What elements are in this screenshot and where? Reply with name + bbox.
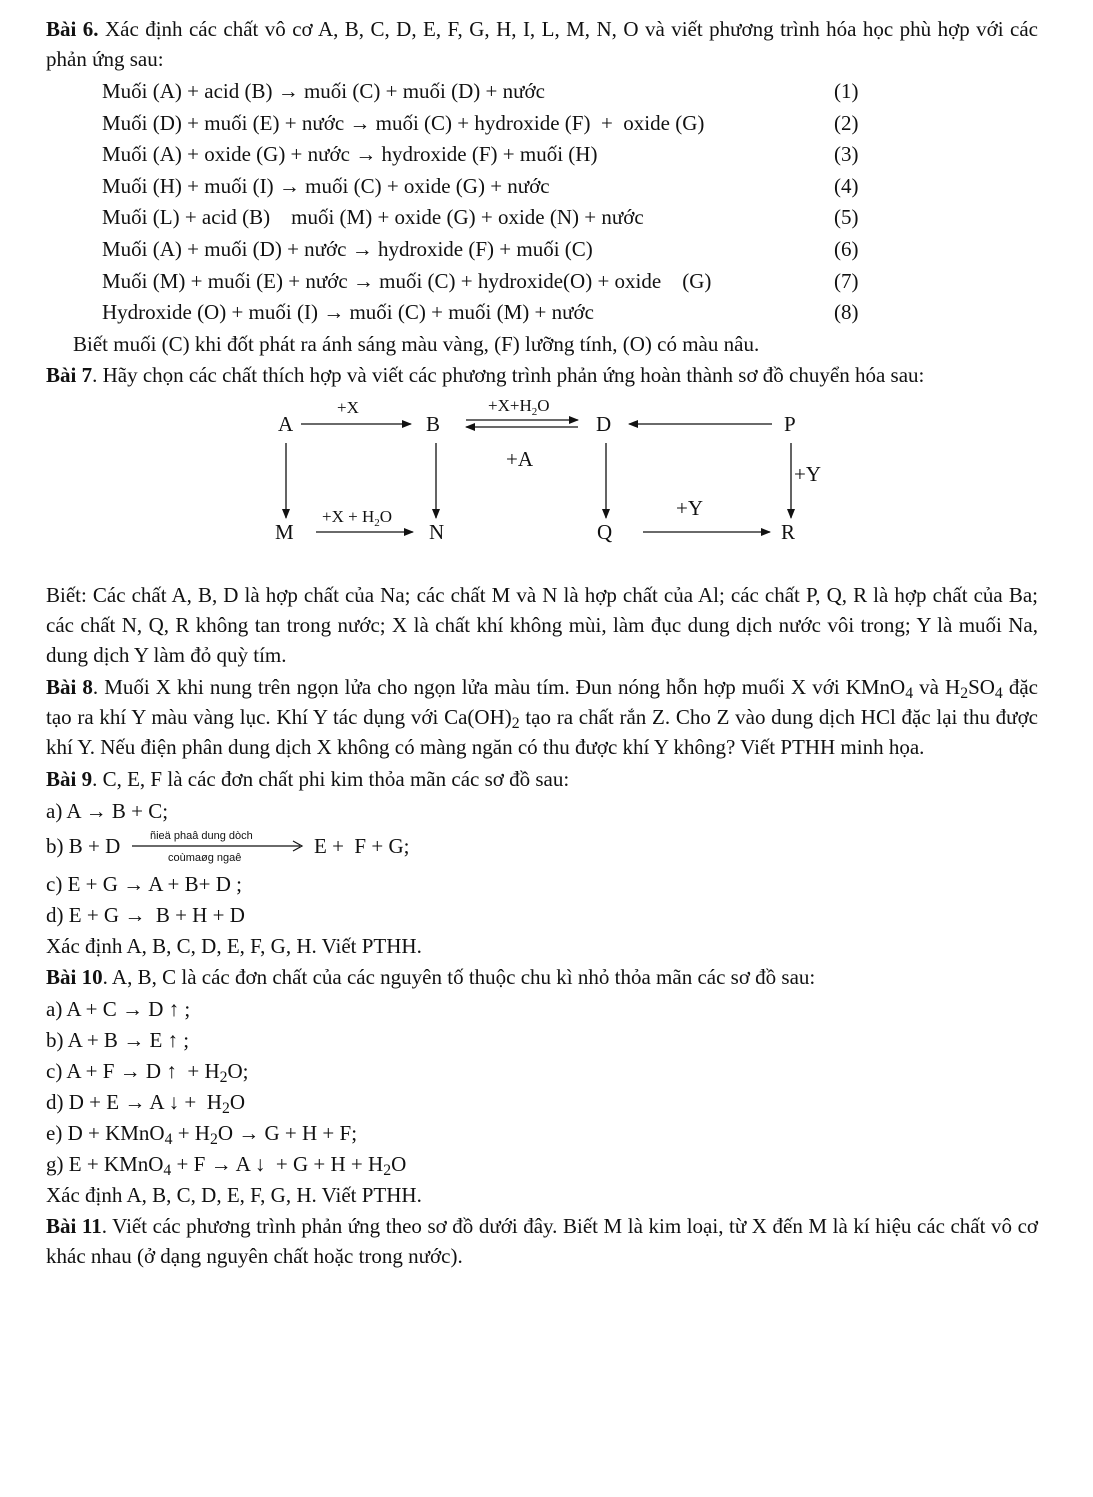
label-b-to-d: $+X+H_2O$ bbox=[488, 395, 550, 418]
node-m: M bbox=[275, 519, 294, 544]
reaction-row: Muối (H) + muối (I) → muối (C) + oxide (G) + nước (4) bbox=[46, 171, 1038, 203]
reaction-row: Muối (A) + muối (D) + nước → hydroxide (F) + muối (C) (6) bbox=[46, 234, 1038, 266]
bai10-item-g: g) E + KMnO$_4$ + F → A ↓ + $G + H + H_2O$ bbox=[46, 1151, 407, 1179]
bai6-reaction-list bbox=[46, 76, 1038, 329]
reaction-number: (1) bbox=[834, 79, 859, 103]
reaction-number: (8) bbox=[834, 300, 859, 325]
node-q: Q bbox=[597, 519, 613, 544]
bai9-item-b: b) B + D ñieä phaâ dung dòch coùmaøg ngaê E + F + G; bbox=[46, 827, 1038, 869]
bai10-intro: Bài 10. A, B, C là các đơn chất của các nguyên tố thuộc chu kì nhỏ thỏa mãn các sơ đồ sau: bbox=[46, 964, 816, 989]
reaction-number: (4) bbox=[834, 173, 859, 198]
bai6-title: Bài 6. bbox=[46, 17, 99, 41]
reaction-row: Muối (D) + muối (E) + nước → muối (C) + hydroxide (F) + oxide (G) (2) bbox=[46, 108, 1038, 140]
bai6-note: Biết muối (C) khi đốt phát ra ánh sáng màu vàng, (F) lưỡng tính, (O) có màu nâu. bbox=[73, 331, 760, 356]
label-m-to-n: $+X + H_2O$ bbox=[322, 506, 393, 529]
reaction-number: (6) bbox=[834, 236, 859, 261]
reaction-row: Muối (L) + acid (B) muối (M) + oxide (G) + oxide (N) + nước (5) bbox=[46, 202, 1038, 234]
reaction-number: (3) bbox=[834, 142, 859, 167]
reaction-row: Muối (M) + muối (E) + nước → muối (C) + hydroxide(O) + oxide (G) (7) bbox=[46, 266, 1038, 298]
label-q-to-r: +Y bbox=[676, 495, 704, 520]
bai6-intro: Bài 6. Xác định các chất vô cơ A, B, C, D, E, F, G, H, I, L, M, N, O và viết phương trình hóa học phù hợp với các phản ứng sau: bbox=[46, 17, 1038, 71]
bai7-title: Bài 7 bbox=[46, 362, 93, 387]
reaction-row: Muối (A) + oxide (G) + nước → hydroxide (F) + muối (H) (3) bbox=[46, 139, 1038, 171]
bai10-ask: Xác định A, B, C, D, E, F, G, H. Viết PTHH. bbox=[46, 1182, 422, 1207]
node-a: A bbox=[278, 411, 294, 436]
node-r: R bbox=[781, 519, 796, 544]
reaction-row: Muối (A) + acid (B) → muối (C) + muối (D) + nước (1) bbox=[46, 76, 1038, 108]
reaction-number: (5) bbox=[834, 205, 859, 230]
label-p-to-r: +Y bbox=[794, 461, 822, 486]
bai8-title: Bài 8 bbox=[46, 674, 93, 699]
node-p: P bbox=[784, 411, 796, 436]
bai7-intro: Bài 7. Hãy chọn các chất thích hợp và viết các phương trình phản ứng hoàn thành sơ đồ chuyển hóa sau: bbox=[46, 362, 925, 387]
node-b: B bbox=[426, 411, 441, 436]
reaction-row: Hydroxide (O) + muối (I) → muối (C) + muối (M) + nước (8) bbox=[46, 297, 1038, 329]
node-d: D bbox=[596, 411, 612, 436]
bai9-title: Bài 9 bbox=[46, 766, 93, 791]
bai9-item-c: c) E + G → A + B+ D ; bbox=[46, 871, 242, 896]
conversion-diagram bbox=[46, 396, 1038, 568]
bai10-item-d: d) D + E → A ↓ + $H_2O$ bbox=[46, 1089, 245, 1117]
bai10-item-b: b) A + B → E ↑ ; bbox=[46, 1027, 190, 1052]
conversion-diagram-svg bbox=[46, 396, 1038, 568]
document-page bbox=[46, 14, 1038, 1273]
reaction-number: (2) bbox=[834, 110, 859, 135]
bai9-item-a: a) A → B + C; bbox=[46, 798, 169, 823]
label-a-to-b: +X bbox=[337, 397, 359, 417]
electrolysis-arrow: ñieä phaâ dung dòch coùmaøg ngaê bbox=[130, 827, 305, 867]
bai11-text: Bài 11. Viết các phương trình phản ứng theo sơ đồ dưới đây. Biết M là kim loại, từ X đến M là kí hiệu các chất vô cơ khác nhau (ở dạng nguyên chất hoặc trong nước). bbox=[46, 1213, 1038, 1268]
bai10-title: Bài 10 bbox=[46, 964, 103, 989]
bai10-item-e: e) D + KMnO$_4$ + $H_2O \to G + H + F$; bbox=[46, 1120, 358, 1148]
bai8-text: Bài 8. Muối X khi nung trên ngọn lửa cho ngọn lửa màu tím. Đun nóng hỗn hợp muối X với KMnO$_4$ và $H_2SO_4$ đặc tạo ra khí Y màu vàng lục. Khí Y tác dụng với $Ca(OH)_2$ tạo ra chất rắn Z. Cho Z vào dung dịch HCl đặc lại thu được khí Y. Nếu điện phân dung dịch X không có màng ngăn có thu được khí Y không? Viết PTHH minh họa. bbox=[46, 674, 1038, 759]
label-d-to-b: +A bbox=[506, 446, 534, 471]
reaction-number: (7) bbox=[834, 268, 859, 293]
bai9-intro: Bài 9. C, E, F là các đơn chất phi kim thỏa mãn các sơ đồ sau: bbox=[46, 766, 570, 791]
bai7-note: Biết: Các chất A, B, D là hợp chất của Na; các chất M và N là hợp chất của Al; các chất P, Q, R là hợp chất của Ba; các chất N, Q, R không tan trong nước; X là chất khí không mùi, làm đục dung dịch nước vôi trong; Y là muối Na, dung dịch Y làm đỏ quỳ tím. bbox=[46, 582, 1038, 667]
node-n: N bbox=[429, 519, 445, 544]
bai10-item-c: c) A + F → D ↑ + $H_2O$; bbox=[46, 1058, 249, 1086]
bai10-item-a: a) A + C → D ↑ ; bbox=[46, 996, 191, 1021]
bai9-ask: Xác định A, B, C, D, E, F, G, H. Viết PTHH. bbox=[46, 933, 422, 958]
bai11-title: Bài 11 bbox=[46, 1213, 102, 1238]
bai9-item-d: d) E + G → B + H + D bbox=[46, 902, 245, 927]
